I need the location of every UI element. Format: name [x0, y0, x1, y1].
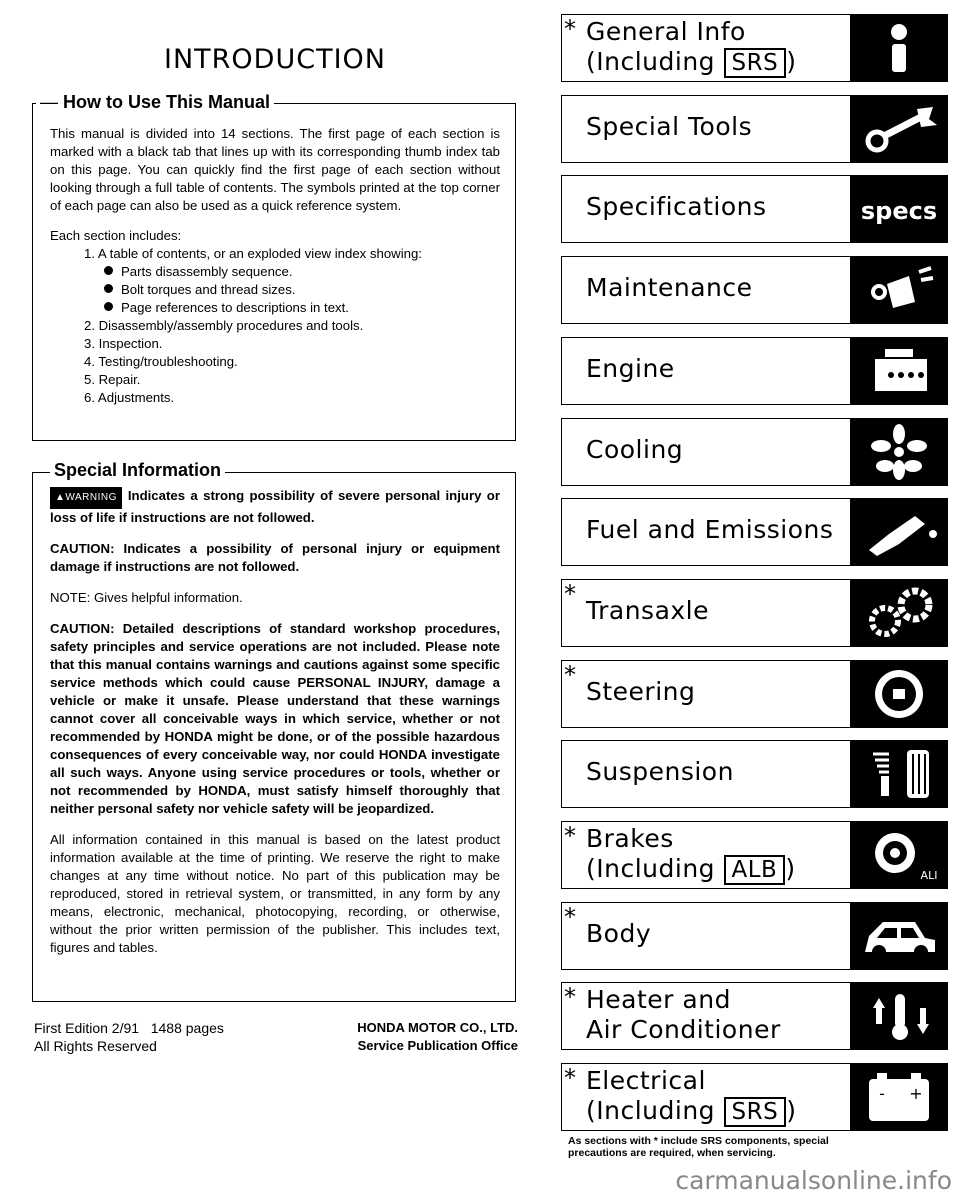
tab-label: Steering	[586, 676, 696, 706]
list-item: 2. Disassembly/assembly procedures and tools.	[84, 318, 364, 333]
section-tab[interactable]	[561, 256, 948, 324]
how-to-use-content	[50, 125, 500, 407]
section-tab[interactable]	[561, 660, 948, 728]
gears-icon	[850, 579, 948, 647]
special-information-heading: Special Information	[50, 460, 225, 481]
tab-label: Suspension	[586, 757, 734, 787]
tab-label: Specifications	[586, 192, 767, 222]
tab-label: Body	[586, 918, 652, 948]
steering-wheel-icon	[850, 660, 948, 728]
tab-label: Maintenance	[586, 273, 753, 303]
includes-label: Each section includes:	[50, 228, 182, 243]
tab-label: General Info	[586, 17, 746, 46]
section-tab[interactable]	[561, 14, 948, 82]
warning-paragraph: ▲WARNING Indicates a strong possibility of severe personal injury or loss of life if instructions are not followed.	[50, 488, 500, 525]
fan-icon	[850, 418, 948, 486]
publisher-info: HONDA MOTOR CO., LTD. Service Publication Office	[357, 1020, 518, 1053]
list-item: 4. Testing/troubleshooting.	[84, 354, 238, 369]
svg-text:-: -	[879, 1084, 885, 1104]
bullet-icon	[104, 302, 113, 311]
srs-note: As sections with * include SRS components, special precautions are required, when servicing.	[568, 1135, 829, 1159]
maintenance-icon	[850, 256, 948, 324]
svg-text:+: +	[909, 1084, 923, 1104]
section-tab[interactable]	[561, 579, 948, 647]
tab-label-line2: (Including ALB )	[586, 854, 796, 883]
srs-asterisk: *	[564, 983, 576, 1012]
caution-paragraph: CAUTION: Indicates a possibility of personal injury or equipment damage if instructions are not followed.	[50, 541, 500, 574]
shock-absorber-icon	[850, 740, 948, 808]
boxed-abbreviation: SRS	[724, 1097, 787, 1127]
warning-badge: ▲WARNING	[50, 487, 122, 509]
special-information-content	[50, 487, 500, 970]
tab-label-line2: (Including SRS )	[586, 1096, 797, 1126]
battery-icon	[850, 1063, 948, 1131]
srs-asterisk: *	[564, 822, 576, 850]
tab-label-line2: Air Conditioner	[586, 1015, 781, 1045]
sub-item: Page references to descriptions in text.	[104, 299, 500, 317]
tab-label: Heater and	[586, 985, 731, 1015]
list-item: 5. Repair.	[84, 372, 141, 387]
tab-label-line2: (Including SRS )	[586, 47, 797, 76]
section-tab[interactable]	[561, 175, 948, 243]
srs-asterisk: *	[564, 1064, 576, 1093]
section-tab[interactable]	[561, 1063, 948, 1131]
svg-text:ALI: ALI	[920, 869, 938, 882]
intro-paragraph: This manual is divided into 14 sections. The first page of each section is marked with a black tab that lines up with its corresponding thumb index tab on this page. You can quickly find the first page of each section without looking through a full table of contents. The symbols printed at the top corner of each page can also be used as a quick reference system.	[50, 126, 500, 213]
section-tab[interactable]	[561, 95, 948, 163]
list-item: 1. A table of contents, or an exploded view index showing:	[84, 246, 422, 261]
thermometer-icon	[850, 982, 948, 1050]
srs-asterisk: *	[564, 15, 576, 43]
wrench-icon	[850, 95, 948, 163]
tab-label: Electrical	[586, 1066, 706, 1096]
list-item: 6. Adjustments.	[84, 390, 175, 405]
tab-label: Cooling	[586, 434, 684, 464]
page-title: INTRODUCTION	[164, 44, 386, 75]
info-icon	[850, 14, 948, 82]
car-body-icon	[850, 902, 948, 970]
section-tab[interactable]	[561, 740, 948, 808]
edition-info: First Edition 2/91 1488 pages All Rights Reserved	[34, 1020, 224, 1054]
section-tab[interactable]	[561, 418, 948, 486]
section-tab[interactable]	[561, 498, 948, 566]
section-tab[interactable]	[561, 337, 948, 405]
tab-label: Brakes	[586, 824, 674, 853]
tab-label: Fuel and Emissions	[586, 515, 834, 545]
srs-asterisk: *	[564, 902, 576, 931]
srs-asterisk: *	[564, 660, 576, 689]
bullet-icon	[104, 284, 113, 293]
note-paragraph: NOTE: Gives helpful information.	[50, 590, 243, 605]
info-paragraph: All information contained in this manual is based on the latest product information available at the time of printing. We reserve the right to make changes at any time without notice. No part of this publication may be reproduced, stored in retrieval system, or transmitted, in any form by any means, electronic, mechanical, photocopying, recording, or otherwise, without the prior written permission of the publisher. This includes text, figures and tables.	[50, 832, 500, 955]
svg-text:specs: specs	[860, 197, 938, 226]
sub-item: Parts disassembly sequence.	[104, 263, 500, 281]
how-to-use-heading: — How to Use This Manual	[36, 92, 274, 113]
srs-asterisk: *	[564, 579, 576, 608]
sub-item: Bolt torques and thread sizes.	[104, 281, 500, 299]
brake-disc-icon	[850, 821, 948, 889]
caution-detailed-paragraph: CAUTION: Detailed descriptions of standard workshop procedures, safety principles and service operations are not included. Please note that this manual contains warnings and cautions against some specific service methods which could cause PERSONAL INJURY, damage a vehicle or make it unsafe. Please understand that these warnings cannot cover all conceivable ways in which service, whether or not recommended by HONDA might be done, or of the possible hazardous consequences of every conceivable way, nor could HONDA investigate all such ways. Anyone using service procedures or tools, whether or not recommended by HONDA, must satisfy himself thoroughly that neither personal safety nor vehicle safety will be jeopardized.	[50, 621, 500, 816]
tab-label: Special Tools	[586, 111, 753, 141]
list-item: 3. Inspection.	[84, 336, 163, 351]
section-tab[interactable]	[561, 982, 948, 1050]
section-tab[interactable]	[561, 821, 948, 889]
tab-label: Engine	[586, 353, 675, 383]
boxed-abbreviation: SRS	[724, 48, 787, 78]
boxed-abbreviation: ALB	[724, 855, 786, 885]
specs-icon	[850, 175, 948, 243]
engine-icon	[850, 337, 948, 405]
watermark: carmanualsonline.info	[675, 1166, 952, 1195]
fuel-nozzle-icon	[850, 498, 948, 566]
tab-label: Transaxle	[586, 595, 710, 625]
bullet-icon	[104, 266, 113, 275]
section-tab[interactable]	[561, 902, 948, 970]
